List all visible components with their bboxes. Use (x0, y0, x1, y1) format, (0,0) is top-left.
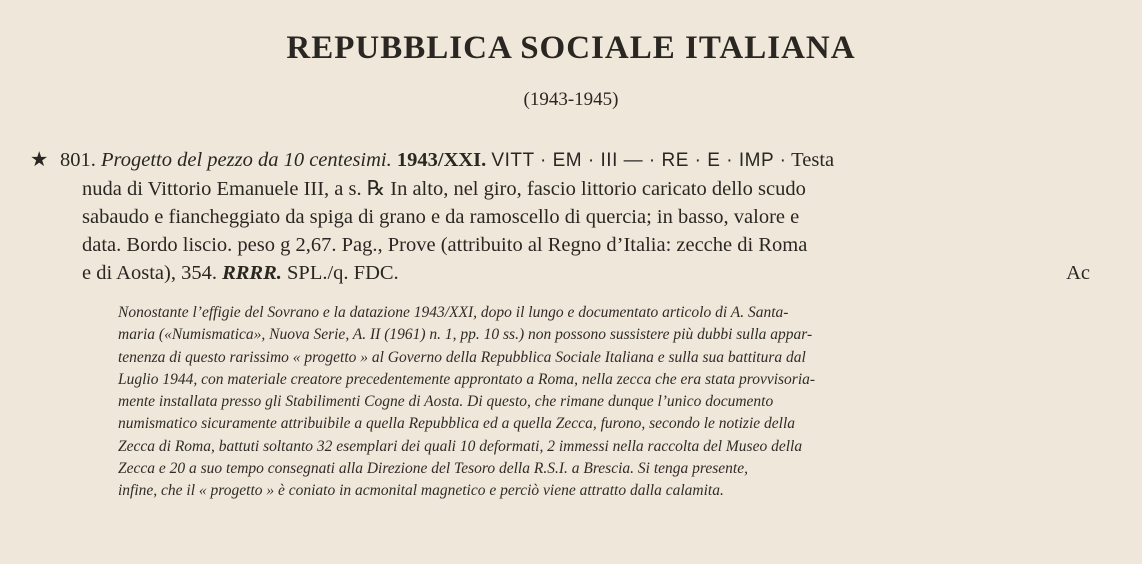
condition-grade: SPL./q. FDC. (287, 262, 399, 284)
catalog-entry (30, 146, 1090, 287)
star-icon: ★ (30, 149, 49, 171)
note-line: mente installata presso gli Stabilimenti Cogne di Aosta. Di questo, che rimane dunque l’unico documento (118, 393, 774, 411)
period-subtitle: (1943-1945) (523, 89, 619, 110)
note-line: infine, che il « progetto » è coniato in acmonital magnetico e perciò viene attratto dalla calamita. (118, 482, 724, 500)
note-line: numismatico sicuramente attribuibile a quella Repubblica ed a quella Zecca, furono, secondo le notizie della (118, 415, 796, 433)
entry-line-1 (30, 146, 1090, 175)
note-line: tenenza di questo rarissimo « progetto » al Governo della Repubblica Sociale Italiana e sulla sua battitura dal (118, 348, 806, 366)
entry-date: 1943/XXI. (396, 149, 487, 171)
entry-line-1-rest: Testa (791, 149, 835, 171)
note-line: Nonostante l’effigie del Sovrano e la datazione 1943/XXI, dopo il lungo e documentato articolo di A. Santa- (118, 304, 789, 321)
entry-reference: e di Aosta), 354. (82, 262, 217, 284)
note-line: Luglio 1944, con materiale creatore precedentemente approntato a Roma, nella zecca che era stata provvisoria- (118, 370, 816, 388)
entry-number: 801. (60, 149, 96, 171)
coin-legend: VITT · EM · III — · RE · E · IMP · (491, 150, 787, 171)
note-line: maria («Numismatica», Nuova Serie, A. II (1961) n. 1, pp. 10 ss.) non possono sussistere più dubbi sulla appar- (118, 326, 813, 344)
note-line: Zecca e 20 a suo tempo consegnati alla Direzione del Tesoro della R.S.I. a Brescia. Si tenga presente, (118, 460, 748, 478)
entry-line-5 (30, 259, 1090, 287)
entry-line-4: data. Bordo liscio. peso g 2,67. Pag., Prove (attribuito al Regno d’Italia: zecche di Roma (82, 234, 808, 256)
entry-description: Progetto del pezzo da 10 centesimi. (101, 149, 392, 171)
entry-note (118, 302, 1088, 503)
note-line: Zecca di Roma, battuti soltanto 32 esemplari dei quali 10 deformati, 2 immessi nella raccolta del Museo della (118, 437, 803, 455)
rarity-grade: RRRR. (222, 262, 282, 284)
entry-line-2: nuda di Vittorio Emanuele III, a s. ℞ In alto, nel giro, fascio littorio caricato dello scudo (82, 178, 806, 200)
entry-line-3: sabaudo e fiancheggiato da spiga di grano e da ramoscello di quercia; in basso, valore e (82, 206, 800, 228)
page-title: REPUBBLICA SOCIALE ITALIANA (286, 30, 856, 66)
collection-code: Ac (1066, 262, 1090, 284)
